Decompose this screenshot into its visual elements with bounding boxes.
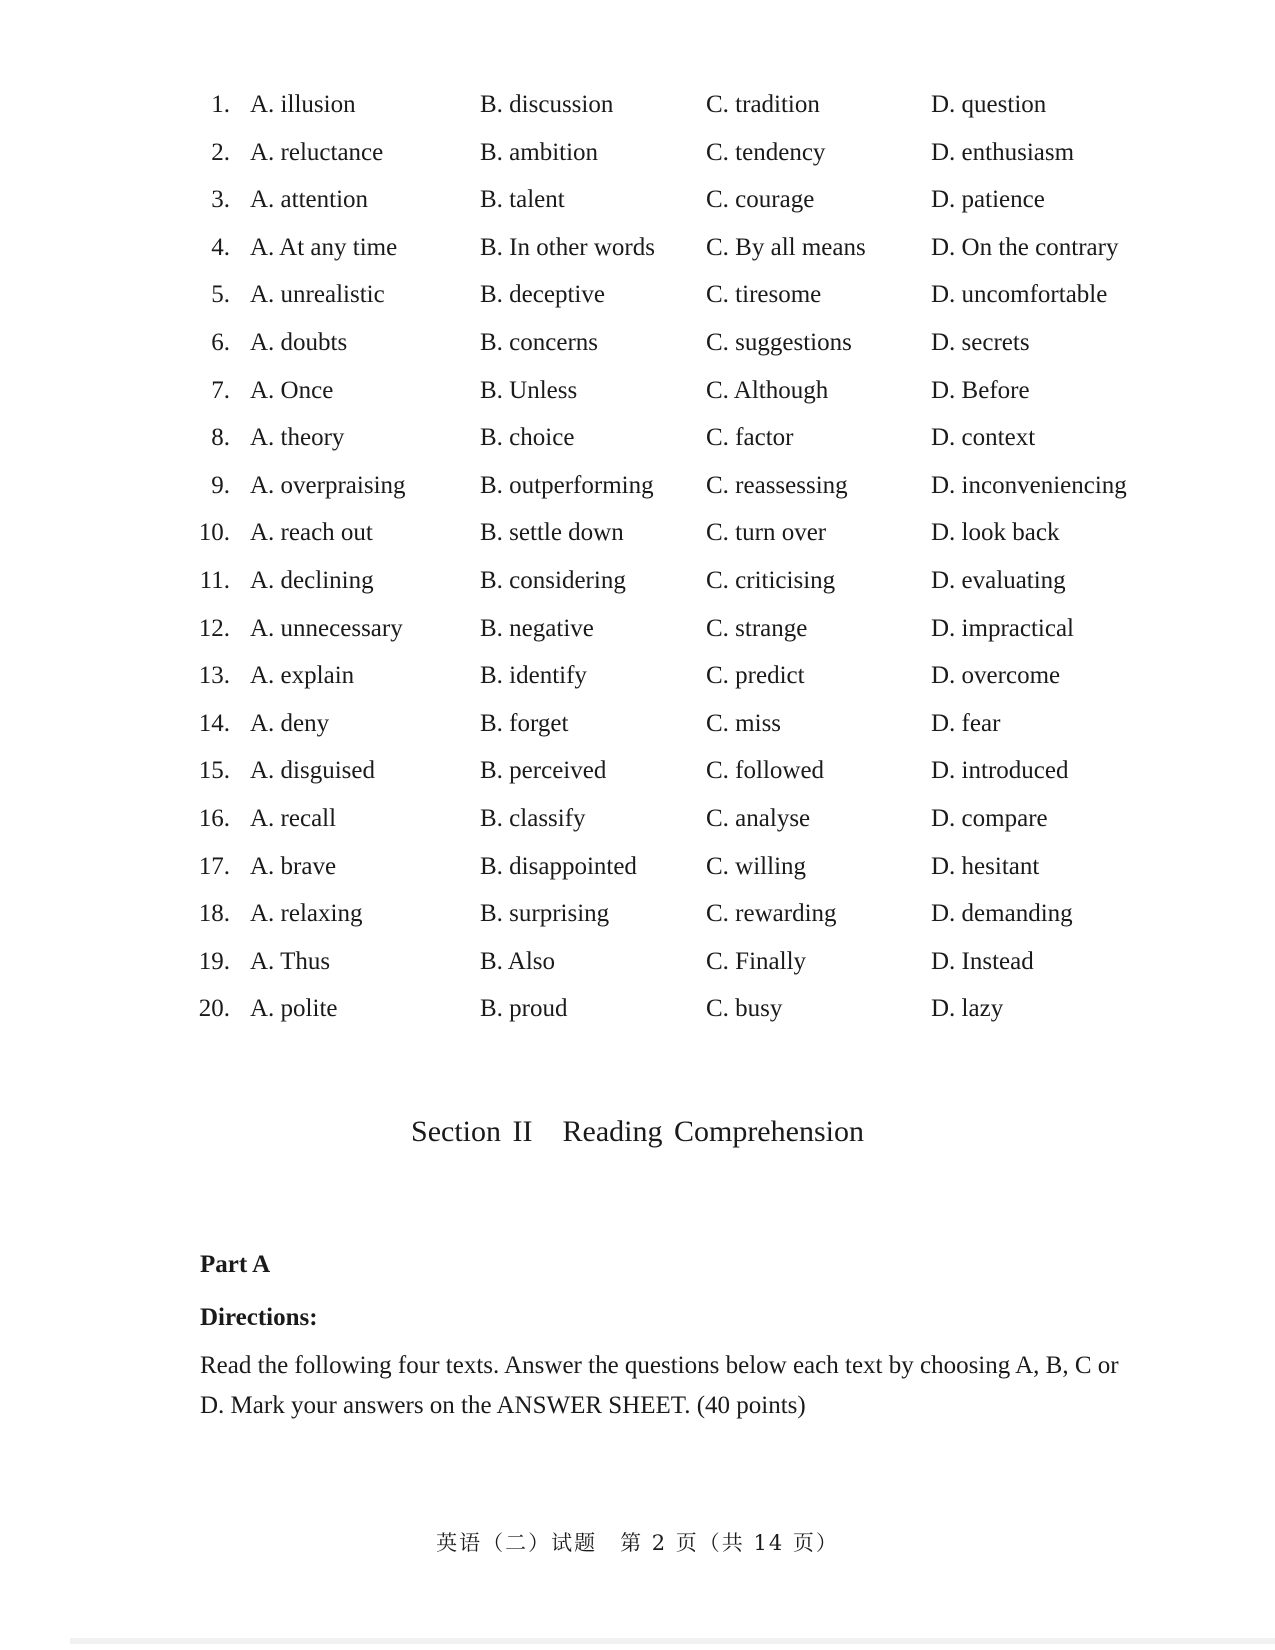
option-b: B. Also [480, 947, 556, 975]
option-d: D. context [931, 424, 1036, 452]
question-row [178, 134, 1158, 182]
option-d: D. fear [931, 709, 1001, 737]
question-number: 1. [211, 91, 230, 118]
option-d: D. impractical [931, 614, 1074, 642]
question-row [178, 419, 1158, 467]
option-b: B. discussion [480, 91, 614, 118]
option-b: B. settle down [480, 519, 624, 547]
question-number: 2. [211, 138, 230, 166]
question-number: 5. [211, 281, 230, 309]
question-row [178, 86, 1158, 134]
question-row [178, 229, 1158, 277]
option-c: C. analyse [706, 804, 811, 832]
option-b: B. talent [480, 186, 565, 214]
question-number: 18. [198, 900, 230, 928]
question-number: 16. [198, 804, 230, 832]
section-number: Section II [411, 1115, 533, 1148]
option-d: D. demanding [931, 900, 1073, 928]
question-row [178, 372, 1158, 420]
question-number: 10. [198, 519, 230, 547]
option-d: D. evaluating [931, 566, 1066, 594]
bottom-divider [70, 1638, 1275, 1644]
question-row [178, 990, 1158, 1038]
question-row [178, 657, 1158, 705]
question-number: 6. [211, 328, 230, 356]
question-number: 19. [198, 947, 230, 975]
option-a: A. illusion [250, 91, 356, 118]
question-row [178, 181, 1158, 229]
directions-label: Directions: [200, 1304, 318, 1331]
question-row [178, 848, 1158, 896]
page-footer: 英语（二）试题 第 2 页（共 14 页） [436, 1531, 839, 1555]
option-b: B. negative [480, 614, 594, 642]
option-a: A. unnecessary [250, 614, 403, 642]
option-a: A. theory [250, 424, 345, 452]
question-number: 17. [198, 852, 230, 880]
option-d: D. overcome [931, 662, 1061, 690]
question-row [178, 943, 1158, 991]
option-b: B. In other words [480, 233, 655, 261]
option-d: D. lazy [931, 995, 1004, 1023]
option-a: A. relaxing [250, 900, 363, 928]
question-row [178, 562, 1158, 610]
options-table [178, 86, 1158, 1038]
question-number: 13. [198, 662, 230, 690]
question-number: 20. [198, 995, 230, 1023]
option-a: A. polite [250, 995, 338, 1023]
option-a: A. unrealistic [250, 281, 385, 309]
option-b: B. outperforming [480, 471, 654, 499]
option-a: A. deny [250, 709, 330, 737]
question-number: 8. [211, 424, 230, 452]
option-b: B. concerns [480, 328, 599, 356]
option-a: A. reach out [250, 519, 373, 547]
option-a: A. doubts [250, 328, 348, 356]
option-b: B. choice [480, 424, 575, 452]
option-a: A. Thus [250, 947, 331, 975]
part-title: Part A [200, 1251, 271, 1278]
question-row [178, 467, 1158, 515]
option-c: C. Although [706, 376, 829, 404]
option-a: A. attention [250, 186, 369, 214]
question-number: 15. [198, 757, 230, 785]
option-b: B. proud [480, 995, 568, 1023]
option-c: C. turn over [706, 519, 827, 547]
option-c: C. factor [706, 424, 794, 452]
option-c: C. suggestions [706, 328, 852, 356]
option-c: C. criticising [706, 566, 836, 594]
option-d: D. Instead [931, 947, 1034, 975]
option-a: A. declining [250, 566, 374, 594]
option-d: D. uncomfortable [931, 281, 1108, 309]
option-b: B. classify [480, 804, 586, 832]
option-d: D. question [931, 91, 1047, 118]
option-b: B. Unless [480, 376, 578, 404]
option-a: A. Once [250, 376, 334, 404]
option-c: C. willing [706, 852, 807, 880]
option-c: C. courage [706, 186, 815, 214]
option-c: C. followed [706, 757, 825, 785]
option-d: D. enthusiasm [931, 138, 1075, 166]
option-c: C. busy [706, 995, 783, 1023]
option-a: A. explain [250, 662, 355, 690]
option-c: C. reassessing [706, 471, 848, 499]
option-b: B. ambition [480, 138, 599, 166]
option-a: A. reluctance [250, 138, 384, 166]
directions-text: Read the following four texts. Answer the questions below each text by choosing A, B, C or D. Mark your answers on the ANSWER SHEET. (40 points) [200, 1352, 1119, 1419]
option-c: C. Finally [706, 947, 807, 975]
option-d: D. On the contrary [931, 233, 1119, 261]
question-row [178, 514, 1158, 562]
option-d: D. Before [931, 376, 1030, 404]
question-row [178, 800, 1158, 848]
question-row [178, 752, 1158, 800]
question-number: 4. [211, 233, 230, 261]
question-number: 11. [199, 566, 230, 594]
option-c: C. By all means [706, 233, 866, 261]
question-number: 12. [198, 614, 230, 642]
question-number: 3. [211, 186, 230, 214]
option-c: C. miss [706, 709, 782, 737]
option-a: A. brave [250, 852, 337, 880]
option-c: C. tiresome [706, 281, 822, 309]
option-b: B. deceptive [480, 281, 605, 309]
option-c: C. rewarding [706, 900, 837, 928]
question-number: 7. [211, 376, 230, 404]
option-d: D. introduced [931, 757, 1069, 785]
question-row [178, 610, 1158, 658]
option-a: A. disguised [250, 757, 375, 785]
option-a: A. At any time [250, 233, 398, 261]
section-heading [0, 1112, 1275, 1152]
option-b: B. disappointed [480, 852, 637, 880]
question-row [178, 895, 1158, 943]
option-d: D. look back [931, 519, 1060, 547]
option-b: B. surprising [480, 900, 610, 928]
option-c: C. tradition [706, 91, 820, 118]
option-d: D. patience [931, 186, 1045, 214]
question-row [178, 705, 1158, 753]
question-number: 9. [211, 471, 230, 499]
option-b: B. considering [480, 566, 626, 594]
option-d: D. secrets [931, 328, 1030, 356]
option-c: C. tendency [706, 138, 826, 166]
option-b: B. forget [480, 709, 569, 737]
option-a: A. overpraising [250, 471, 406, 499]
section-title: Reading Comprehension [562, 1115, 864, 1148]
question-row [178, 276, 1158, 324]
option-d: D. inconveniencing [931, 471, 1127, 499]
option-d: D. hesitant [931, 852, 1040, 880]
option-d: D. compare [931, 804, 1048, 832]
question-row [178, 324, 1158, 372]
option-b: B. perceived [480, 757, 607, 785]
option-c: C. predict [706, 662, 805, 690]
option-a: A. recall [250, 804, 337, 832]
option-b: B. identify [480, 662, 587, 690]
option-c: C. strange [706, 614, 808, 642]
question-number: 14. [198, 709, 230, 737]
